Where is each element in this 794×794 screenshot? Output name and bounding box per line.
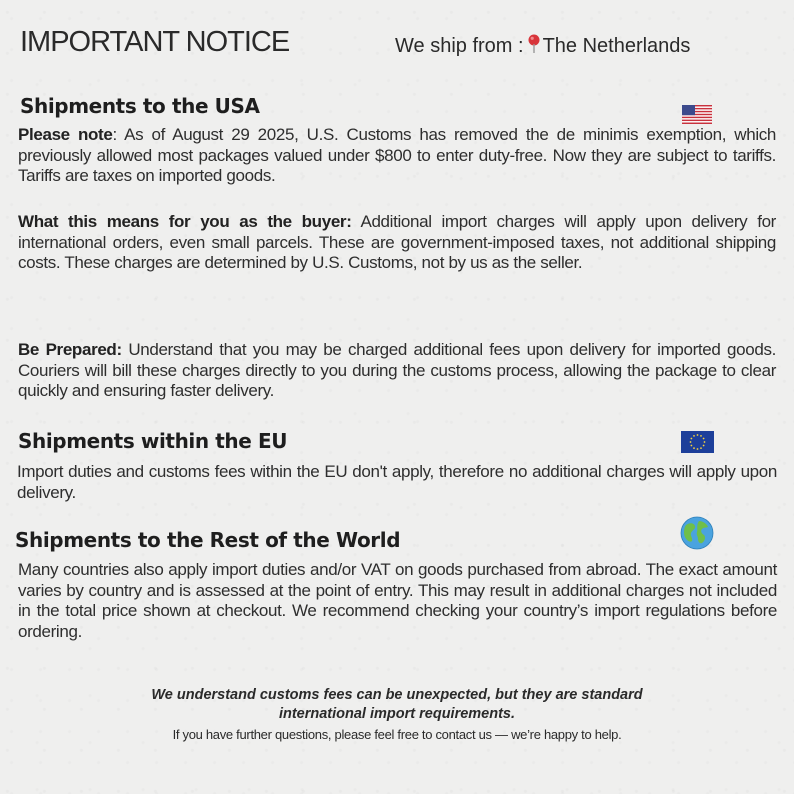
usa-note-text: : As of August 29 2025, U.S. Customs has removed the de minimis exemption, which previously allowed most packages valued under $800 to enter duty-free. Now they are subject to tariffs. Tariffs are taxes on imported goods.	[18, 125, 776, 185]
ship-from-line	[395, 34, 690, 60]
usa-heading: Shipments to the USA	[20, 94, 260, 118]
usa-note-paragraph	[18, 125, 776, 187]
usa-buyer-lead: What this means for you as the buyer:	[18, 212, 352, 231]
map-pin-icon	[527, 34, 541, 60]
usa-buyer-paragraph	[18, 212, 776, 274]
ship-from-country: The Netherlands	[542, 35, 691, 57]
eu-flag-icon	[681, 431, 714, 458]
globe-icon	[680, 516, 714, 555]
world-heading: Shipments to the Rest of the World	[15, 528, 401, 552]
usa-note-lead: Please note	[18, 125, 113, 144]
usa-buyer-text: Additional import charges will apply upon delivery for international orders, even small parcels. These are government-imposed taxes, not additional shipping costs. These charges are determined by U.S. Customs, not by us as the seller.	[18, 212, 776, 272]
footer-emphasis-line-1: We understand customs fees can be unexpected, but they are standard	[151, 687, 643, 703]
footer-emphasis-line-2: international import requirements.	[278, 706, 516, 722]
eu-paragraph: Import duties and customs fees within the EU don't apply, therefore no additional charges will apply upon delivery.	[17, 462, 777, 502]
page-title: IMPORTANT NOTICE	[20, 26, 290, 58]
usa-prepared-lead: Be Prepared:	[18, 340, 122, 359]
usa-prepared-text: Understand that you may be charged additional fees upon delivery for imported goods. Couriers will bill these charges directly to you during the customs process, allowing the package to clear quickly and ensuring faster delivery.	[18, 340, 776, 400]
usa-prepared-paragraph	[18, 340, 776, 402]
world-paragraph: Many countries also apply import duties and/or VAT on goods purchased from abroad. The exact amount varies by country and is assessed at the point of entry. This may result in additional charges not included in the total price shown at checkout. We recommend checking your country’s import regulations before ordering.	[18, 560, 777, 641]
eu-heading: Shipments within the EU	[18, 429, 288, 453]
footer-contact-line: If you have further questions, please feel free to contact us — we’re happy to help.	[172, 727, 622, 742]
ship-from-label: We ship from :	[395, 35, 524, 57]
